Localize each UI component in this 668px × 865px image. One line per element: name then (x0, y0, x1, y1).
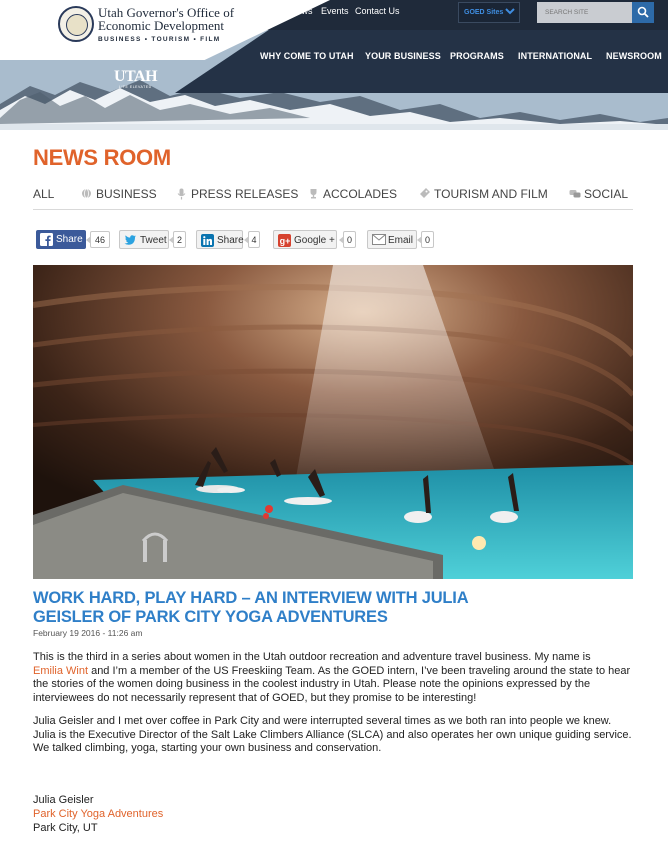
chevron-down-icon (505, 6, 515, 16)
microphone-icon (176, 188, 187, 200)
nav-programs[interactable]: PROGRAMS (450, 51, 504, 61)
article-paragraph-2: Julia Geisler and I met over coffee in Park City and were interrupted several times as we both ran into people we knew. Julia is the Executive Director of the Salt Lake Climbers Alliance (SLCA) and also operates her own unique guiding service. We talked climbing, yoga, starting your own business and conservation. (33, 715, 632, 754)
google-plus-count: 0 (343, 231, 356, 248)
author-link[interactable]: Emilia Wint (33, 664, 89, 677)
category-business[interactable] (96, 187, 157, 201)
svg-text:g+: g+ (279, 236, 291, 246)
top-link-events[interactable]: Events (321, 6, 349, 16)
nav-newsroom[interactable]: NEWSROOM (606, 51, 662, 61)
article-headline-line2: GEISLER OF PARK CITY YOGA ADVENTURES (33, 608, 388, 626)
state-seal-logo[interactable] (58, 6, 94, 42)
linkedin-share-label: Share (217, 235, 244, 246)
category-label: PRESS RELEASES (191, 187, 299, 201)
article-headline-line1: WORK HARD, PLAY HARD – AN INTERVIEW WITH JULIA (33, 589, 469, 607)
category-label: ACCOLADES (323, 187, 398, 201)
tweet-count: 2 (173, 231, 186, 248)
email-share-label: Email (388, 235, 414, 246)
trophy-icon (308, 188, 319, 199)
page-title: NEWS ROOM (33, 145, 171, 170)
category-social[interactable] (584, 187, 628, 201)
envelope-icon (372, 234, 386, 245)
category-all[interactable] (33, 187, 54, 201)
google-plus-button[interactable] (273, 230, 337, 249)
twitter-bird-icon (124, 234, 137, 246)
email-share-button[interactable] (367, 230, 417, 249)
site-header (0, 0, 668, 130)
goed-sites-label: GOED Sites (464, 9, 504, 16)
signature-name: Julia Geisler (33, 794, 94, 806)
article-hero-image (33, 265, 633, 579)
signature-location: Park City, UT (33, 822, 98, 834)
email-share-count: 0 (421, 231, 434, 248)
top-link-contact[interactable]: Contact Us (355, 6, 400, 16)
org-name-line1: Utah Governor's Office of (98, 5, 235, 20)
org-tagline: BUSINESS • TOURISM • FILM (98, 36, 221, 43)
category-accolades[interactable] (323, 187, 397, 201)
article-paragraph-1-text-a: This is the third in a series about women in the Utah outdoor recreation and adventure travel business. My name is (33, 651, 591, 663)
utah-logo-subtitle: LIFE ELEVATED (119, 85, 152, 89)
signature-block (33, 793, 163, 835)
cave-yoga-photo (33, 265, 633, 579)
category-label: SOCIAL (584, 187, 629, 201)
nav-why-come-to-utah[interactable]: WHY COME TO UTAH (260, 51, 354, 61)
nav-international[interactable]: INTERNATIONAL (518, 51, 593, 61)
utah-logo[interactable]: UTAH (114, 68, 158, 85)
category-press-releases[interactable] (191, 187, 298, 201)
top-link-news[interactable]: News (290, 6, 313, 16)
linkedin-share-button[interactable] (196, 230, 243, 249)
facebook-share-label: Share (56, 234, 83, 245)
tweet-label: Tweet (140, 235, 167, 246)
article-headline[interactable] (33, 589, 553, 627)
globe-icon (81, 188, 92, 199)
category-label: BUSINESS (96, 187, 157, 201)
org-name[interactable] (98, 6, 238, 32)
search-button[interactable] (632, 2, 654, 23)
category-label: ALL (33, 187, 55, 201)
category-tourism-and-film[interactable] (434, 187, 548, 201)
search-input[interactable] (537, 2, 632, 23)
article-date: February 19 2016 - 11:26 am (33, 628, 143, 638)
chat-bubbles-icon (569, 188, 581, 199)
facebook-share-button[interactable] (36, 230, 86, 249)
tweet-button[interactable] (119, 230, 169, 249)
linkedin-icon (201, 234, 214, 247)
google-plus-icon (278, 234, 291, 247)
category-label: TOURISM AND FILM (434, 187, 548, 201)
goed-sites-dropdown[interactable] (458, 2, 520, 23)
linkedin-share-count: 4 (248, 231, 260, 248)
facebook-share-count: 46 (90, 231, 110, 248)
org-name-line2: Economic Development (98, 18, 224, 33)
facebook-icon (40, 233, 53, 246)
article-paragraph-1-text-b: and I’m a member of the US Freeskiing Team. As the GOED intern, I’ve been traveling around the state to hear the stories of the women doing business in the coolest industry in Utah. Please note the opinions expressed by the interviewees do not necessarily represent that of GOED, but they promise to be interesting! (33, 664, 631, 704)
article-paragraph-1 (33, 651, 635, 705)
ticket-icon (419, 188, 431, 199)
search-icon (637, 6, 649, 18)
category-nav (33, 182, 633, 210)
google-plus-label: Google + (294, 235, 335, 246)
signature-company-link[interactable]: Park City Yoga Adventures (33, 808, 164, 820)
nav-your-business[interactable]: YOUR BUSINESS (365, 51, 441, 61)
